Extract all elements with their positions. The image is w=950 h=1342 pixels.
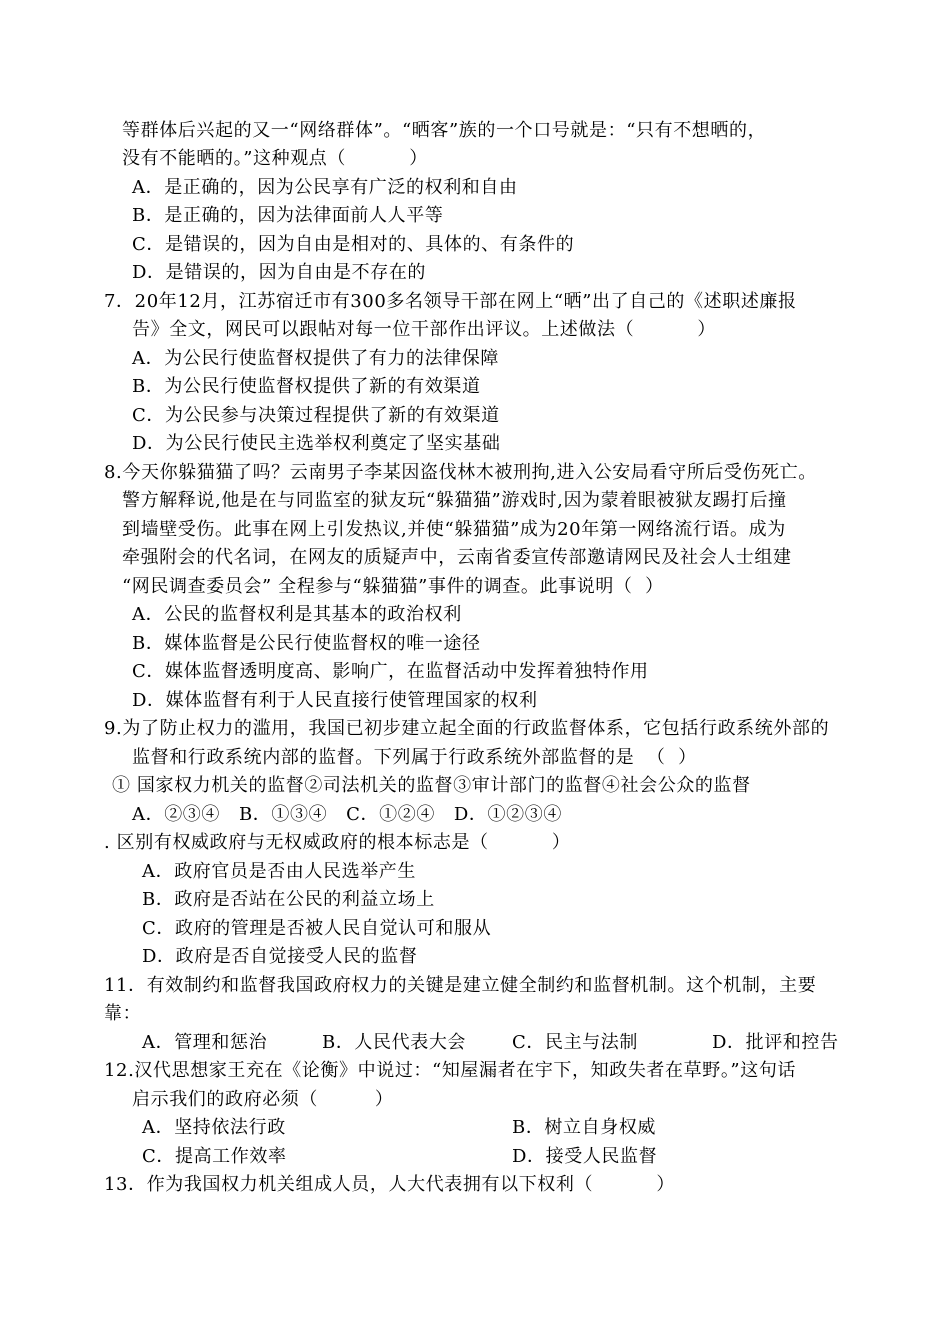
q7-option-b: B．为公民行使监督权提供了新的有效渠道: [132, 376, 481, 397]
q12-option-d: D．接受人民监督: [512, 1146, 658, 1167]
q9-stem-line2: 监督和行政系统内部的监督。下列属于行政系统外部监督的是 （ ）: [132, 747, 697, 768]
q9-options: A．②③④ B．①③④ C．①②④ D．①②③④: [132, 804, 562, 825]
q12-stem-line2: 启示我们的政府必须（ ）: [132, 1089, 394, 1110]
q8-stem-line3: 到墙壁受伤。此事在网上引发热议,并使“躲猫猫”成为20年第一网络流行语。成为: [122, 519, 786, 540]
q11-option-b: B．人民代表大会: [322, 1032, 467, 1053]
q11-option-c: C．民主与法制: [512, 1032, 638, 1053]
q7-option-c: C．为公民参与决策过程提供了新的有效渠道: [132, 405, 500, 426]
q11-stem-line2: 靠：: [104, 1003, 142, 1024]
q8-option-a: A．公民的监督权利是其基本的政治权利: [132, 604, 462, 625]
q7-stem-line2: 告》全文，网民可以跟帖对每一位干部作出评议。上述做法（ ）: [132, 319, 717, 340]
q13-stem: 13．作为我国权力机关组成人员，人大代表拥有以下权利（ ）: [104, 1174, 675, 1195]
q6-stem-line1: 等群体后兴起的又一“网络群体”。“晒客”族的一个口号就是：“只有不想晒的，: [122, 120, 767, 141]
q8-option-c: C．媒体监督透明度高、影响广，在监督活动中发挥着独特作用: [132, 661, 649, 682]
q10-option-b: B．政府是否站在公民的利益立场上: [142, 889, 435, 910]
q6-option-a: A．是正确的，因为公民享有广泛的权利和自由: [132, 177, 518, 198]
q10-option-a: A．政府官员是否由人民选举产生: [142, 861, 416, 882]
q12-stem-line1: 12.汉代思想家王充在《论衡》中说过：“知屋漏者在宇下，知政失者在草野。”这句话: [104, 1060, 797, 1081]
q11-option-a: A．管理和惩治: [142, 1032, 268, 1053]
q10-stem: . 区别有权威政府与无权威政府的根本标志是（ ）: [104, 832, 571, 853]
q8-stem-line4: 牵强附会的代名词，在网友的质疑声中，云南省委宣传部邀请网民及社会人士组建: [122, 547, 792, 568]
q8-stem-line1: 8.今天你躲猫猫了吗？云南男子李某因盗伐林木被刑拘,进入公安局看守所后受伤死亡。: [104, 462, 817, 483]
q8-stem-line5: “网民调查委员会” 全程参与“躲猫猫”事件的调查。此事说明（ ）: [122, 576, 664, 597]
q10-option-c: C．政府的管理是否被人民自觉认可和服从: [142, 918, 492, 939]
q8-option-d: D．媒体监督有利于人民直接行使管理国家的权利: [132, 690, 538, 711]
q12-option-b: B．树立自身权威: [512, 1117, 657, 1138]
q9-stem-line1: 9.为了防止权力的滥用，我国已初步建立起全面的行政监督体系，它包括行政系统外部的: [104, 718, 830, 739]
q6-stem-line2: 没有不能晒的。”这种观点（ ）: [122, 148, 428, 169]
q11-stem-line1: 11．有效制约和监督我国政府权力的关键是建立健全制约和监督机制。这个机制，主要: [104, 975, 817, 996]
q12-option-a: A．坚持依法行政: [142, 1117, 286, 1138]
q8-option-b: B．媒体监督是公民行使监督权的唯一途径: [132, 633, 481, 654]
q7-option-d: D．为公民行使民主选举权利奠定了坚实基础: [132, 433, 501, 454]
q6-option-b: B．是正确的，因为法律面前人人平等: [132, 205, 444, 226]
q6-option-d: D．是错误的，因为自由是不存在的: [132, 262, 427, 283]
q8-stem-line2: 警方解释说,他是在与同监室的狱友玩“躲猫猫”游戏时,因为蒙着眼被狱友踢打后撞: [122, 490, 787, 511]
q9-items: ① 国家权力机关的监督②司法机关的监督③审计部门的监督④社会公众的监督: [112, 775, 751, 796]
q11-option-d: D．批评和控告: [712, 1032, 839, 1053]
q12-option-c: C．提高工作效率: [142, 1146, 287, 1167]
q7-stem-line1: 7．20年12月，江苏宿迁市有300多名领导干部在网上“晒”出了自己的《述职述廉报: [104, 291, 797, 312]
q7-option-a: A．为公民行使监督权提供了有力的法律保障: [132, 348, 499, 369]
q10-option-d: D．政府是否自觉接受人民的监督: [142, 946, 418, 967]
q6-option-c: C．是错误的，因为自由是相对的、具体的、有条件的: [132, 234, 575, 255]
